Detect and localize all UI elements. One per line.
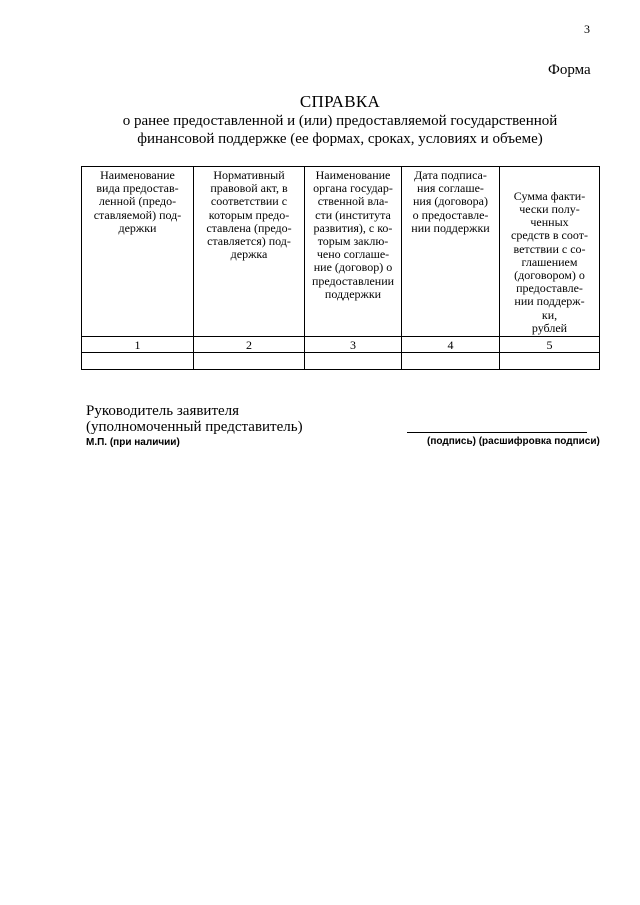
table-cell[interactable] bbox=[305, 353, 402, 370]
table-cell[interactable] bbox=[402, 353, 500, 370]
document-subtitle-line-1: о ранее предоставленной и (или) предоставляемой государственной bbox=[122, 113, 558, 129]
document-subtitle-line-2: финансовой поддержке (ее формах, сроках, условиях и объеме) bbox=[137, 131, 543, 147]
table-header-row bbox=[82, 167, 600, 337]
column-header-agreement-date: Дата подписа- ния соглаше- ния (договора) о предоставле- нии поддержки bbox=[402, 167, 500, 337]
page-number: 3 bbox=[584, 22, 590, 36]
column-number: 2 bbox=[194, 337, 305, 353]
column-header-amount: Сумма факти- чески полу- ченных средств в соот- ветствии с со- глашением (договором) о предоставле- нии поддерж- ки, рублей bbox=[500, 167, 600, 337]
table-column-numbers-row bbox=[82, 337, 600, 353]
support-table bbox=[81, 166, 600, 370]
table-row bbox=[82, 353, 600, 370]
seal-note: М.П. (при наличии) bbox=[86, 437, 180, 448]
table-cell[interactable] bbox=[194, 353, 305, 370]
signer-line-2: (уполномоченный представитель) bbox=[86, 419, 303, 435]
document-title-block bbox=[60, 92, 620, 148]
table-cell[interactable] bbox=[500, 353, 600, 370]
column-number: 3 bbox=[305, 337, 402, 353]
document-title: СПРАВКА bbox=[299, 92, 381, 111]
column-number: 1 bbox=[82, 337, 194, 353]
column-number: 5 bbox=[500, 337, 600, 353]
table-cell[interactable] bbox=[82, 353, 194, 370]
column-header-legal-act: Нормативный правовой акт, в соответствии с которым предо- ставлена (предо- ставляется) под- держка bbox=[194, 167, 305, 337]
form-label: Форма bbox=[548, 62, 591, 78]
column-header-authority: Наименование органа государ- ственной вла- сти (института развития), с ко- торым заклю- чено соглаше- ние (договор) о предоставлении поддержки bbox=[305, 167, 402, 337]
signature-caption: (подпись) (расшифровка подписи) bbox=[427, 436, 600, 447]
signature-line[interactable] bbox=[407, 432, 587, 433]
signer-title bbox=[86, 403, 303, 435]
signer-line-1: Руководитель заявителя bbox=[86, 403, 240, 419]
column-number: 4 bbox=[402, 337, 500, 353]
column-header-support-type: Наименование вида предостав- ленной (предо- ставляемой) под- держки bbox=[82, 167, 194, 337]
